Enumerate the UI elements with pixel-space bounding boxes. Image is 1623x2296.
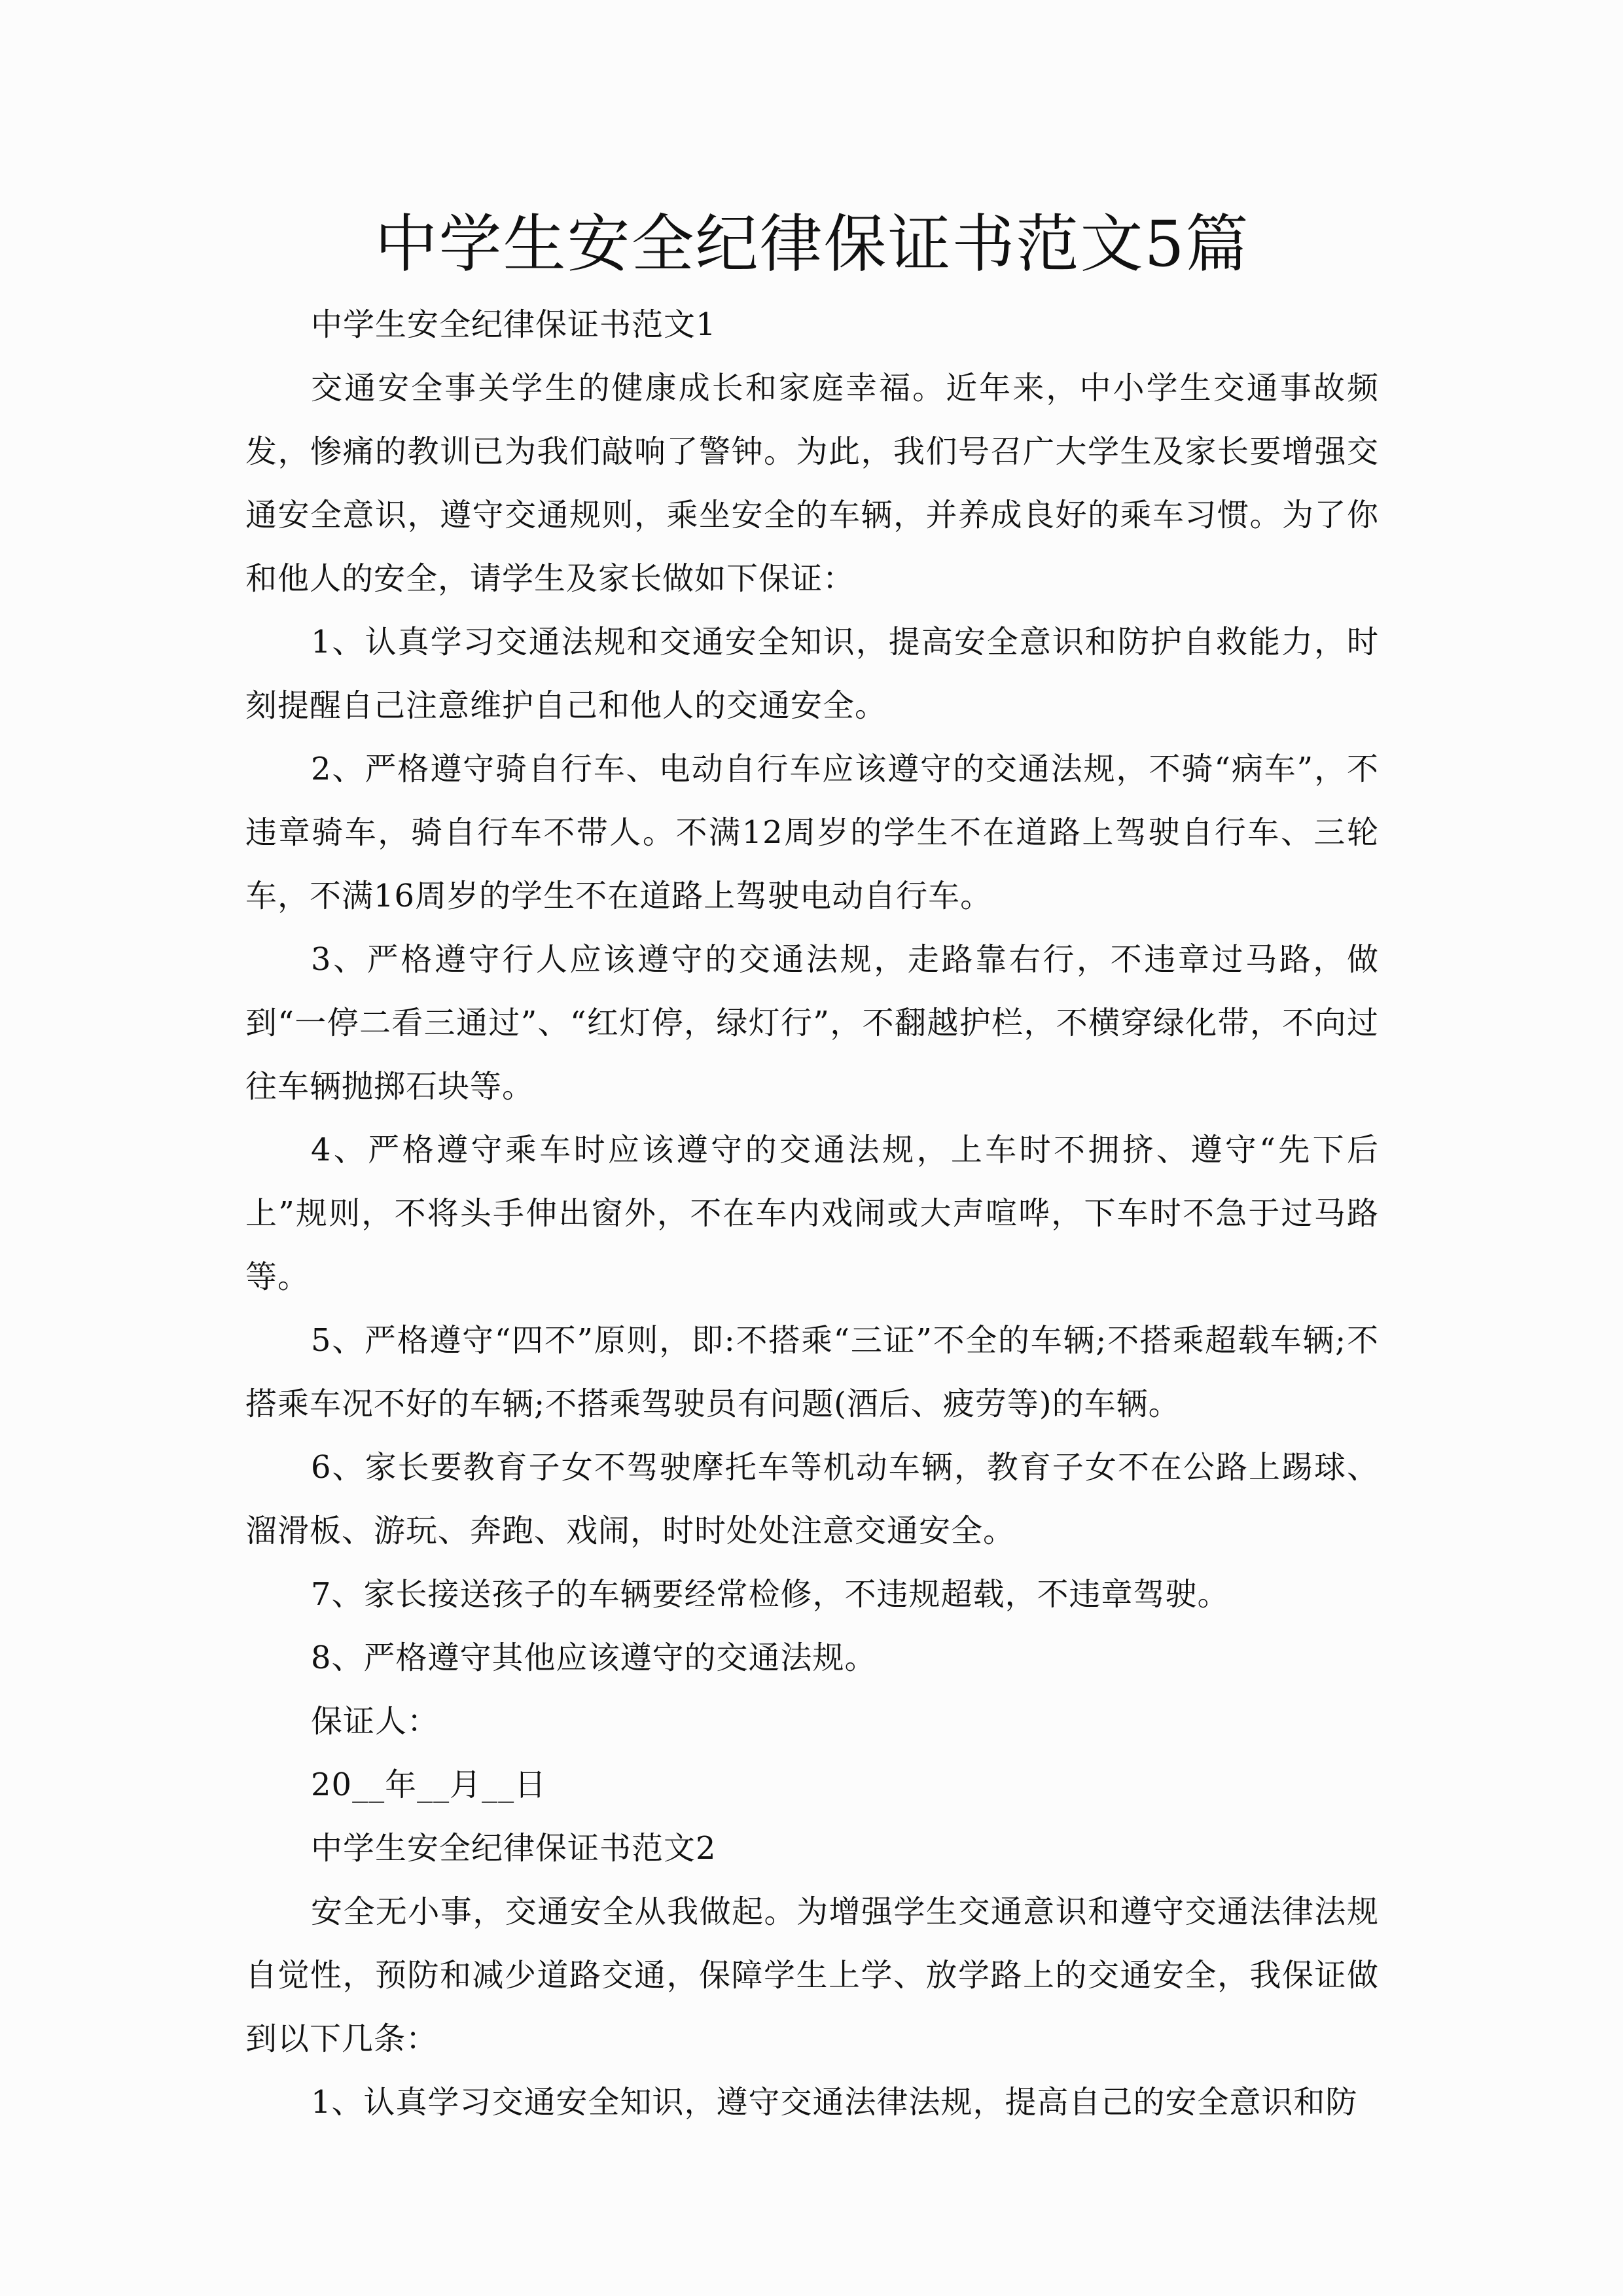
- signature-label: 保证人：: [311, 1703, 440, 1740]
- section-heading-1: 中学生安全纪律保证书范文1: [311, 306, 717, 343]
- section-1-intro: 交通安全事关学生的健康成长和家庭幸福。近年来，中小学生交通事故频发，惨痛的教训已为我们敲响了警钟。为此，我们号召广大学生及家长要增强交通安全意识，遵守交通规则，乘坐安全的车辆，并养成良好的乘车习惯。为了你和他人的安全，请学生及家长做如下保证：: [245, 370, 1379, 597]
- section-heading-2: 中学生安全纪律保证书范文2: [311, 1830, 717, 1867]
- section-1-item-5: 5、严格遵守“四不”原则，即:不搭乘“三证”不全的车辆;不搭乘超载车辆;不搭乘车况不好的车辆;不搭乘驾驶员有问题(酒后、疲劳等)的车辆。: [245, 1322, 1379, 1422]
- section-1-item-1: 1、认真学习交通法规和交通安全知识，提高安全意识和防护自救能力，时刻提醒自己注意维护自己和他人的交通安全。: [245, 624, 1379, 724]
- document-body: [245, 293, 1379, 2134]
- section-1-item-2: 2、严格遵守骑自行车、电动自行车应该遵守的交通法规，不骑“病车”，不违章骑车，骑自行车不带人。不满12周岁的学生不在道路上驾驶自行车、三轮车，不满16周岁的学生不在道路上驾驶电动自行车。: [245, 751, 1379, 914]
- section-2-item-1: 1、认真学习交通安全知识，遵守交通法律法规，提高自己的安全意识和防: [311, 2084, 1358, 2121]
- date-line: 20__年__月__日: [311, 1767, 547, 1803]
- document-title: 中学生安全纪律保证书范文5篇: [374, 207, 1250, 281]
- section-1-item-7: 7、家长接送孩子的车辆要经常检修，不违规超载，不违章驾驶。: [311, 1576, 1230, 1613]
- section-1-item-3: 3、严格遵守行人应该遵守的交通法规，走路靠右行，不违章过马路，做到“一停二看三通过”、“红灯停，绿灯行”，不翻越护栏，不横穿绿化带，不向过往车辆抛掷石块等。: [245, 941, 1379, 1105]
- section-2-intro: 安全无小事，交通安全从我做起。为增强学生交通意识和遵守交通法律法规自觉性，预防和减少道路交通，保障学生上学、放学路上的交通安全，我保证做到以下几条：: [245, 1893, 1379, 2057]
- section-1-item-4: 4、严格遵守乘车时应该遵守的交通法规，上车时不拥挤、遵守“先下后上”规则，不将头手伸出窗外，不在车内戏闹或大声喧哗，下车时不急于过马路等。: [245, 1132, 1379, 1295]
- section-1-item-8: 8、严格遵守其他应该遵守的交通法规。: [311, 1640, 877, 1676]
- section-1-item-6: 6、家长要教育子女不驾驶摩托车等机动车辆，教育子女不在公路上踢球、溜滑板、游玩、奔跑、戏闹，时时处处注意交通安全。: [245, 1449, 1379, 1549]
